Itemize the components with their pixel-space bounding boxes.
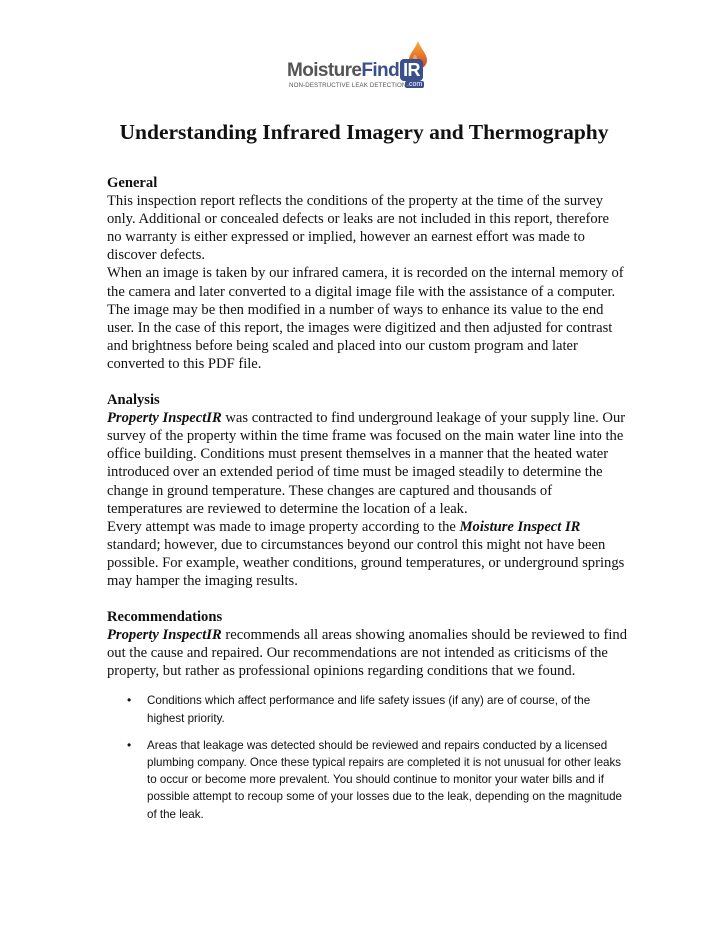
general-heading: General [107,175,158,191]
list-item-text: Areas that leakage was detected should be reviewed and repairs conducted by a licensed plumbing company. Once these typical repairs are completed it is not unusual for other leaks to occur or become more prevalent. You should continue to monitor your water bills and if possible attempt to recoup some of your losses due to the leak, depending on the magnitude of the leak. [147,738,623,821]
analysis-paragraph-2 [107,518,627,590]
analysis-paragraph-2-start: Every attempt was made to image property according to the [107,518,460,535]
list-item [107,737,627,823]
bullet-icon: • [127,693,132,708]
logo-word-find: Find [361,60,400,81]
recommendations-heading: Recommendations [107,609,223,626]
analysis-paragraph-2-text: standard; however, due to circumstances beyond our control this might not have been possible. For example, weather conditions, ground temperatures, or underground springs may hamper the imaging results. [107,536,625,589]
logo-tagline: NON-DESTRUCTIVE LEAK DETECTION [289,82,407,89]
section-general [107,174,627,373]
recommendations-paragraph-text: recommends all areas showing anomalies should be reviewed to find out the cause and repaired. Our recommendations are not intended as criticisms of the property, but rather as professional opinions regarding conditions that we found. [107,627,628,680]
logo-word-moisture: Moisture [287,60,362,81]
analysis-paragraph-1-text: was contracted to find underground leakage of your supply line. Our survey of the property within the time frame was focused on the main water line into the office building. Conditions must present themselves in a manner that the heated water introduced over an extended period of time must be imaged steadily to determine the change in ground temperature. These changes are captured and thousands of temperatures are reviewed to determine the location of a leak. [107,410,626,517]
company-name-emphasis: Property InspectIR [107,627,222,644]
list-item [107,692,627,726]
recommendations-list [107,692,627,822]
standard-name-emphasis: Moisture Inspect IR [459,518,581,535]
bullet-icon: • [127,737,132,752]
section-analysis [107,391,627,590]
document-body [107,174,627,833]
moisturefindir-logo [287,44,437,94]
analysis-heading: Analysis [107,392,160,409]
recommendations-paragraph [107,626,627,680]
logo-wordmark [287,59,423,82]
general-paragraph-2: When an image is taken by our infrared camera, it is recorded on the internal memory of the camera and later converted to a digital image file with the assistance of a computer. The image may be then modified in a number of ways to enhance its value to the end user. In the case of this report, the images were digitized and then adjusted for contrast and brightness before being scaled and placed into our custom program and later converted to this PDF file. [107,265,624,372]
company-name-emphasis: Property InspectIR [107,410,222,427]
page-title: Understanding Infrared Imagery and Thermography [119,120,609,144]
list-item-text: Conditions which affect performance and life safety issues (if any) are of course, of the highest priority. [147,694,591,725]
section-recommendations [107,608,627,823]
general-paragraph-1: This inspection report reflects the conditions of the property at the time of the survey only. Additional or concealed defects or leaks are not included in this report, therefore no warranty is either expressed or implied, however an earnest effort was made to discover defects. [107,193,609,264]
logo-dotcom: .com [407,81,423,88]
analysis-paragraph-1 [107,409,627,518]
logo-word-ir: IR [400,59,423,81]
